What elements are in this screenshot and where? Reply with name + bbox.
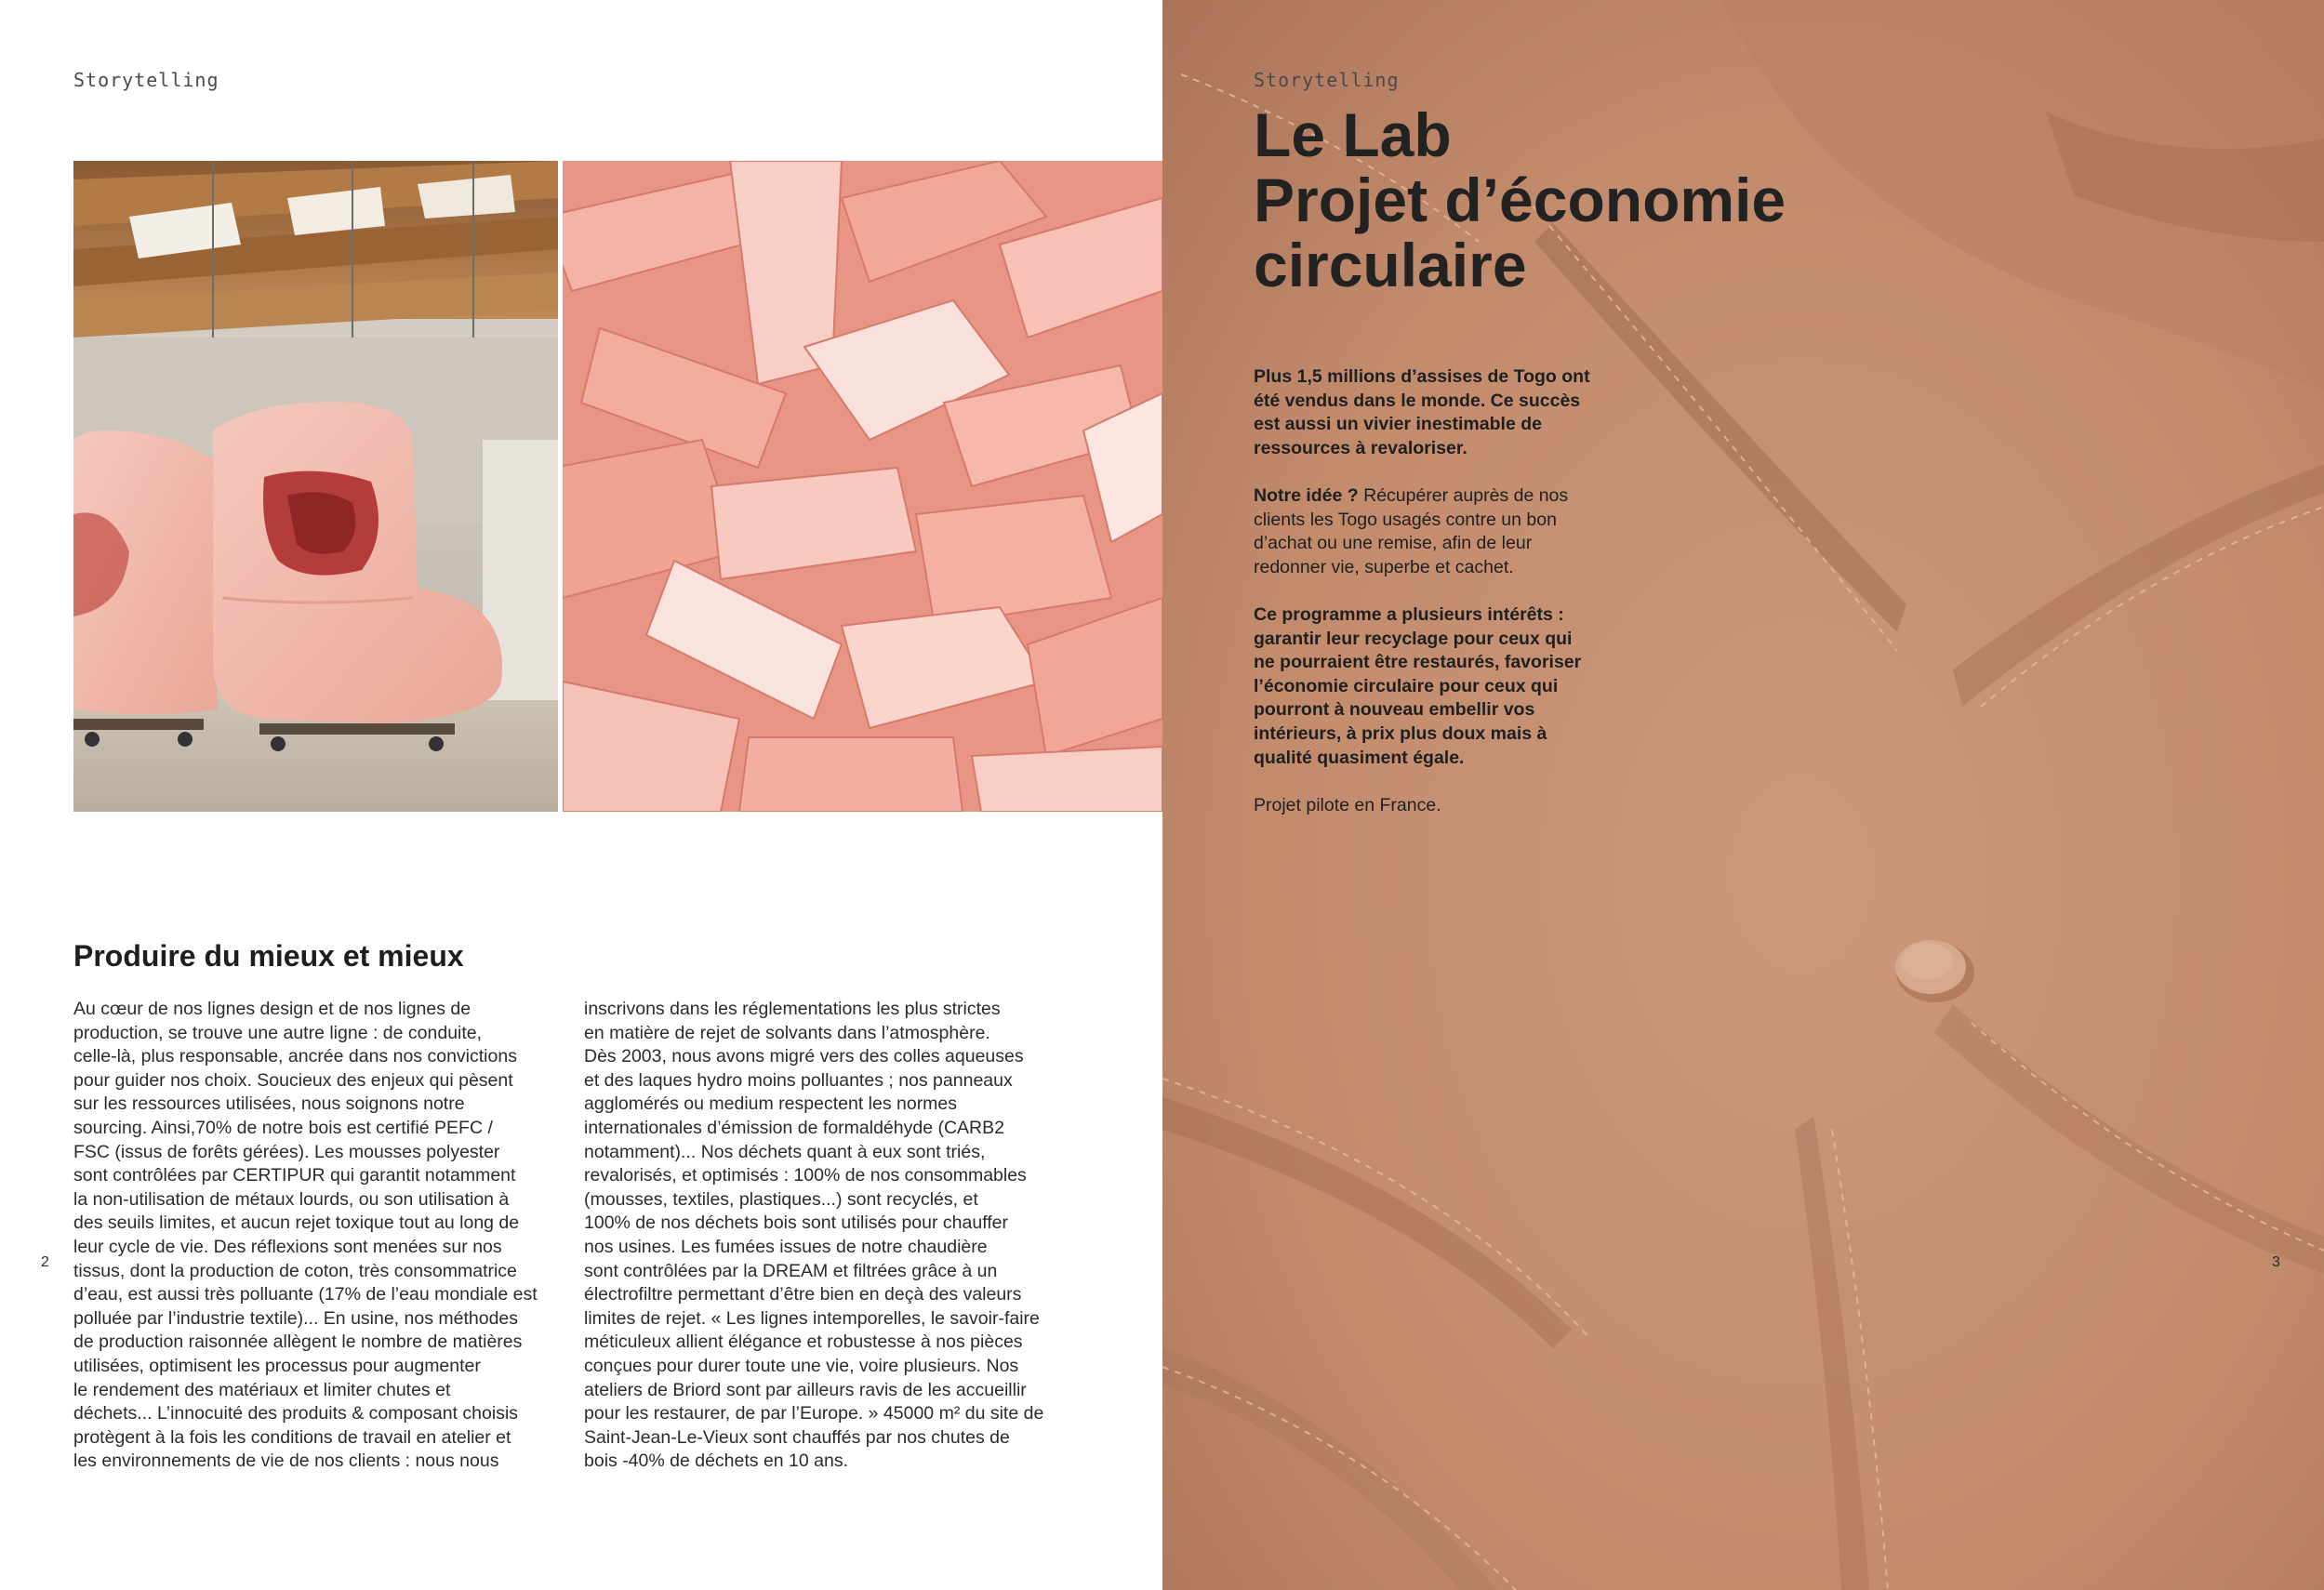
idea-lead: Notre idée ? (1254, 484, 1359, 506)
intro-paragraph (1254, 365, 1616, 460)
right-page (1162, 0, 2324, 1590)
page-number-right: 3 (2272, 1254, 2280, 1270)
page-number-left: 2 (41, 1254, 49, 1270)
idea-text: Récupérer auprès de nos clients les Togo usagés contre un bon d’achat ou une remise, afin de leur redonner vie, superbe et cachet. (1254, 484, 1569, 577)
program-paragraph (1254, 603, 1616, 770)
section-label: Storytelling (1254, 69, 1400, 91)
section-heading: Produire du mieux et mieux (73, 939, 464, 973)
section-label: Storytelling (73, 69, 219, 91)
pilot-paragraph: Projet pilote en France. (1254, 794, 1441, 815)
foam-scraps-photo (563, 161, 1162, 812)
workshop-photo (73, 161, 558, 812)
body-column-2: inscrivons dans les réglementations les plus strictes en matière de rejet de solvants dans l’atmosphère. Dès 2003, nous avons migré vers des colles aqueuses et des laques hydro moins polluantes ; nos panneaux agglomérés ou medium respectent les normes internationales d’émission de formaldéhyde (CARB2 notamment)... Nos déchets quant à eux sont triés, revalorisés, et optimisés : 100% de nos consommables (mousses, textiles, plastiques...) sont recyclés, et 100% de nos déchets bois sont utilisés pour chauffer nos usines. Les fumées issues de notre chaudière sont contrôlées par la DREAM et filtrées grâce à un électrofiltre permettant d’être bien en deçà des valeurs limites de rejet. « Les lignes intemporelles, le savoir-faire méticuleux allient élégance et robustesse à nos pièces conçues pour durer toute une vie, voire plusieurs. Nos ateliers de Briord sont par ailleurs ravis de les accueillir pour les restaurer, de par l’Europe. » 45000 m² du site de Saint-Jean-Le-Vieux sont chauffés par nos chutes de bois -40% de déchets en 10 ans. (584, 999, 1044, 1472)
body-column-1: Au cœur de nos lignes design et de nos lignes de production, se trouve une autre ligne : de conduite, celle-là, plus responsable, ancrée dans nos convictions pour guider nos choix. Soucieux des enjeux qui pèsent sur les ressources utilisées, nous soignons notre sourcing. Ainsi,70% de notre bois est certifié PEFC / FSC (issus de forêts gérées). Les mousses polyester sont contrôlées par CERTIPUR qui garantit notamment la non-utilisation de métaux lourds, ou son utilisation à des seuils limites, et aucun rejet toxique tout au long de leur cycle de vie. Des réflexions sont menées sur nos tissus, dont la production de coton, très consommatrice d’eau, est aussi très polluante (17% de l’eau mondiale est polluée par l’industrie textile)... En usine, nos méthodes de production raisonnée allègent le nombre de matières utilisées, optimisent les processus pour augmenter le rendement des matériaux et limiter chutes et déchets... L’innocuité des produits & composant choisis protègent à la fois les conditions de travail en atelier et les environnements de vie de nos clients : nous nous (73, 999, 538, 1472)
intro-text-block (1254, 365, 1616, 841)
intro-bold-text: Plus 1,5 millions d’assises de Togo ont été vendus dans le monde. Ce succès est aussi un vivier inestimable de ressources à revaloriser. (1254, 366, 1590, 458)
main-title: Le Lab Projet d’économie circulaire (1254, 100, 1786, 299)
program-bold-text: Ce programme a plusieurs intérêts : garantir leur recyclage pour ceux qui ne pourraient être restaurés, favoriser l’économie circulaire pour ceux qui pourront à nouveau embellir vos intérieurs, à prix plus doux mais à qualité quasiment égale. (1254, 603, 1582, 768)
idea-paragraph (1254, 484, 1616, 579)
